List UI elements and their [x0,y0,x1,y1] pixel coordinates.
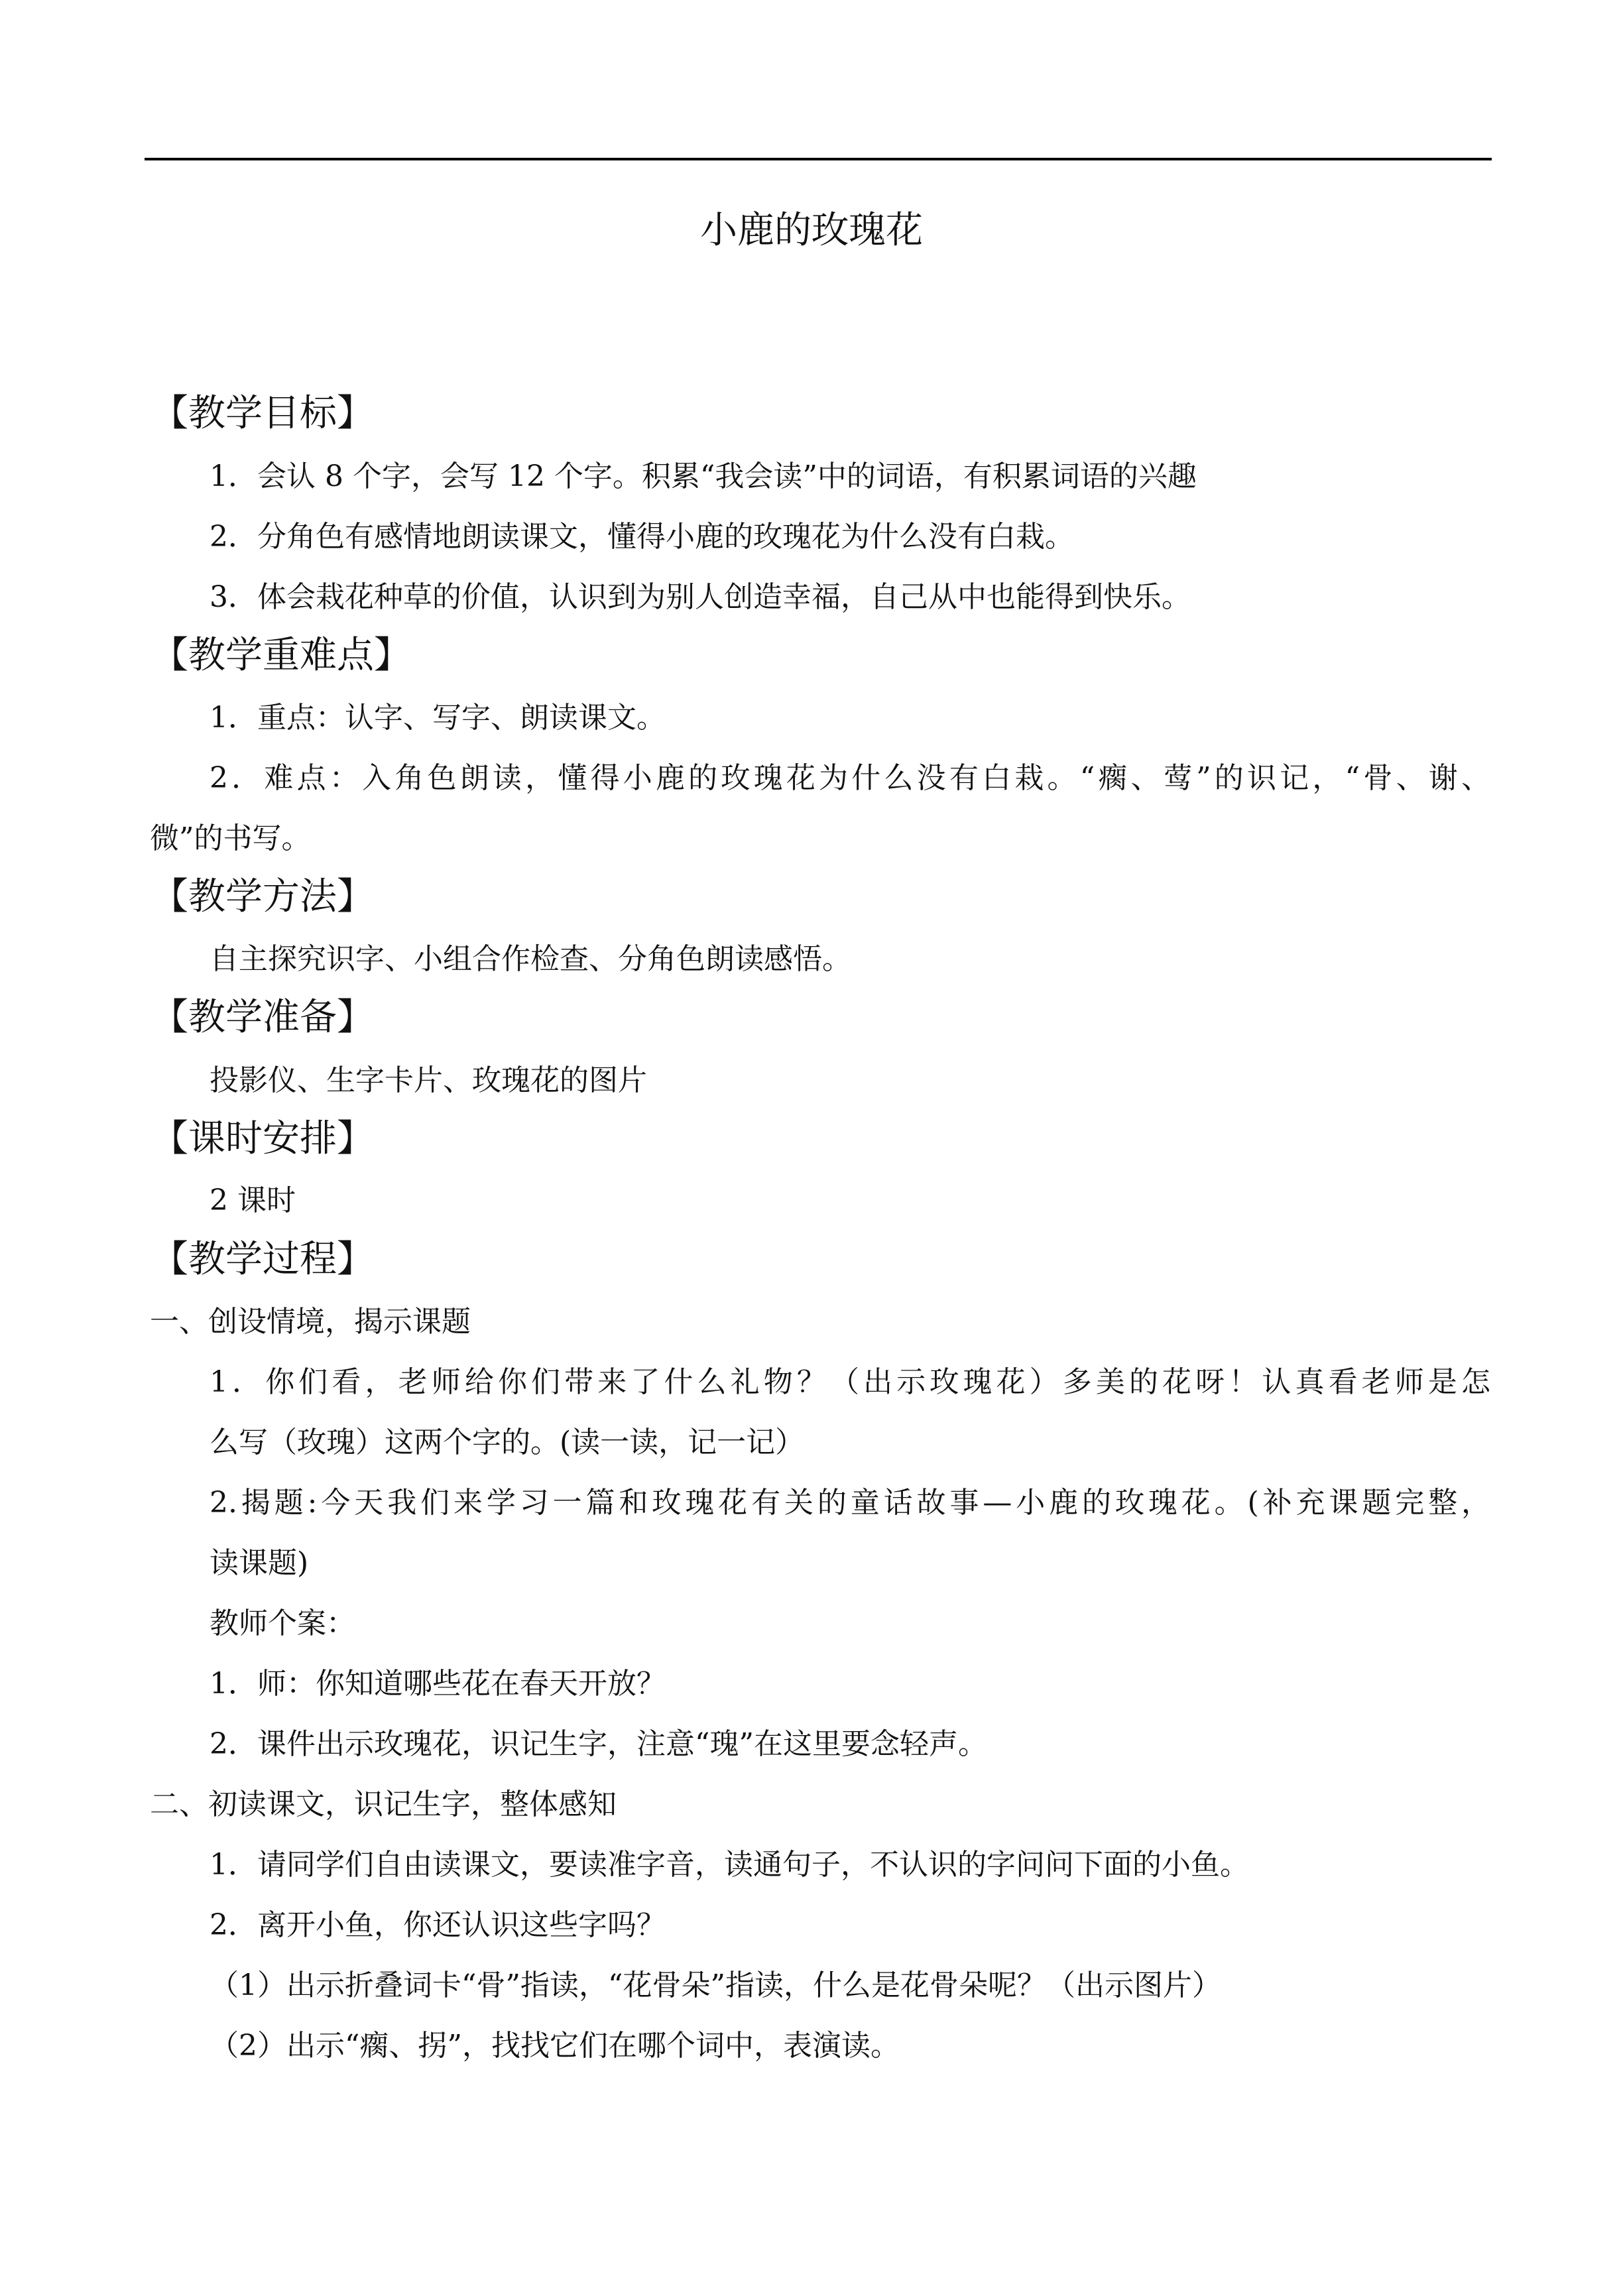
heading-teaching-goals: 【教学目标】 [151,392,374,435]
teacher-case-item-2: 2．课件出示玫瑰花，识记生字，注意“瑰”在这里要念轻声。 [210,1727,987,1761]
teacher-case-item-1: 1．师：你知道哪些花在春天开放？ [210,1667,666,1701]
process-part2-line-2: 2．离开小鱼，你还认识这些字吗？ [210,1908,666,1942]
process-part1-line-3: 2.揭题:今天我们来学习一篇和玫瑰花有关的童话故事—小鹿的玫瑰花。(补充课题完整， [210,1486,1490,1520]
teacher-case-label: 教师个案： [210,1606,355,1640]
process-part2-line-3: （1）出示折叠词卡“骨”指读，“花骨朵”指读，什么是花骨朵呢？（出示图片） [210,1968,1221,2002]
preparation-text: 投影仪、生字卡片、玫瑰花的图片 [210,1063,647,1097]
schedule-text: 2 课时 [210,1183,296,1217]
process-part2-title: 二、初读课文，识记生字，整体感知 [150,1787,617,1821]
key-point-item-2-continued: 微”的书写。 [150,821,311,855]
goal-item-2: 2．分角色有感情地朗读课文，懂得小鹿的玫瑰花为什么没有白栽。 [210,520,1074,554]
goal-item-1: 1．会认 8 个字，会写 12 个字。积累“我会读”中的词语，有积累词语的兴趣 [210,459,1197,493]
header-rule [145,158,1492,160]
key-point-item-2: 2．难点：入角色朗读，懂得小鹿的玫瑰花为什么没有白栽。“瘸、莺”的识记，“骨、谢、 [210,761,1490,795]
process-part2-line-4: （2）出示“瘸、拐”，找找它们在哪个词中，表演读。 [210,2029,900,2063]
process-part2-line-1: 1．请同学们自由读课文，要读准字音，读通句子，不认识的字问问下面的小鱼。 [210,1848,1249,1882]
page-title: 小鹿的玫瑰花 [700,209,923,252]
process-part1-line-4: 读课题) [210,1546,309,1580]
heading-teaching-process: 【教学过程】 [151,1238,374,1281]
heading-teaching-methods: 【教学方法】 [151,875,374,918]
process-part1-line-1: 1．你们看，老师给你们带来了什么礼物？（出示玫瑰花）多美的花呀！认真看老师是怎 [210,1365,1490,1399]
heading-preparation: 【教学准备】 [151,996,374,1039]
process-part1-line-2: 么写（玫瑰）这两个字的。(读一读，记一记） [210,1425,805,1459]
methods-text: 自主探究识字、小组合作检查、分角色朗读感悟。 [210,942,851,976]
heading-schedule: 【课时安排】 [151,1117,374,1160]
process-part1-title: 一、创设情境，揭示课题 [150,1305,471,1339]
heading-key-points: 【教学重难点】 [151,634,411,677]
key-point-item-1: 1．重点：认字、写字、朗读课文。 [210,701,666,735]
goal-item-3: 3．体会栽花种草的价值，认识到为别人创造幸福，自己从中也能得到快乐。 [210,580,1191,614]
